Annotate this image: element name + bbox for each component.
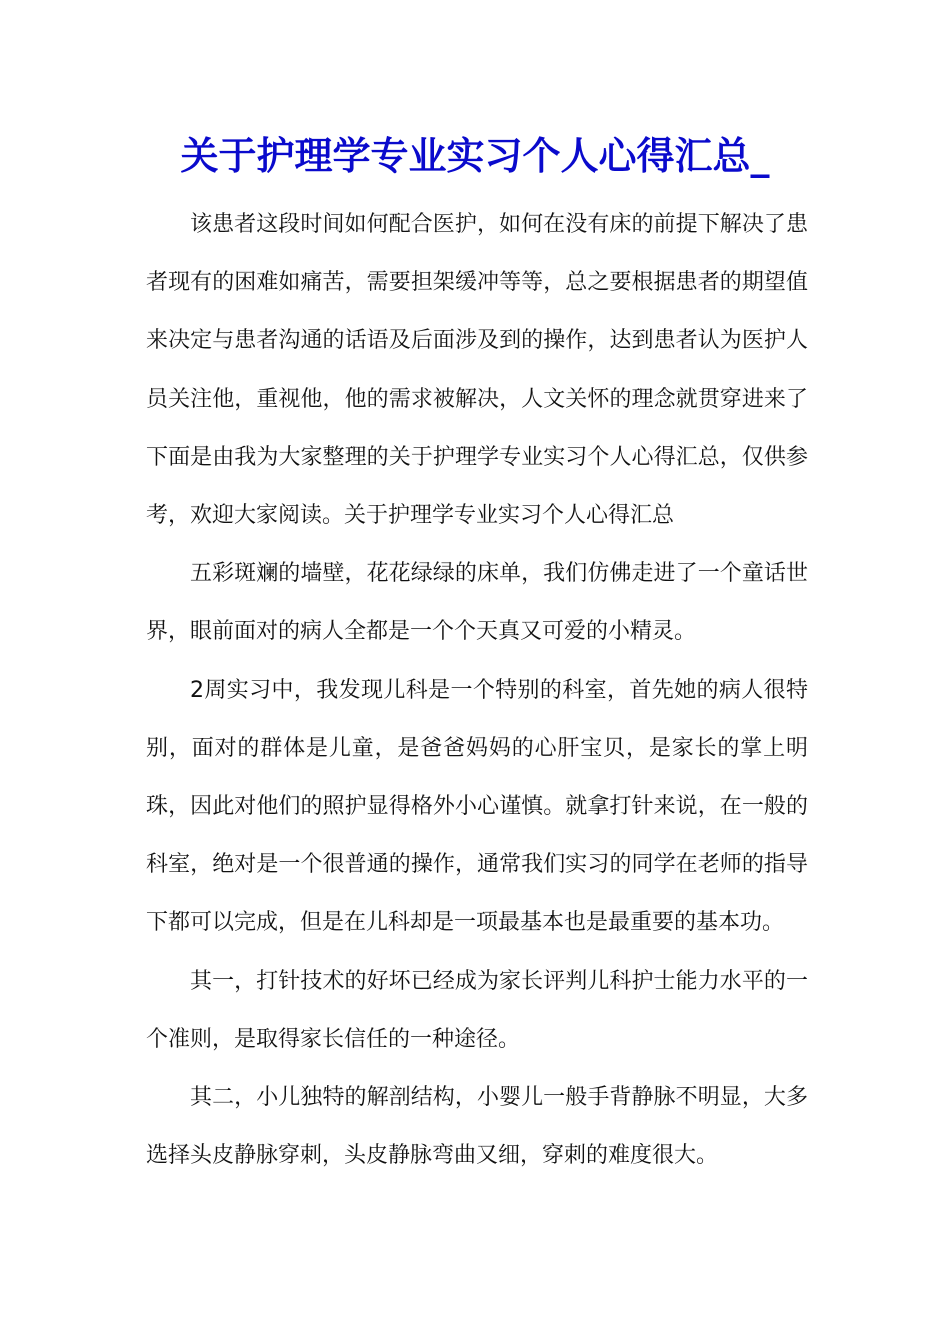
document-title: 关于护理学专业实习个人心得汇总_ [180,133,770,178]
document-body [146,196,808,1185]
paragraph-2: 五彩斑斓的墙壁，花花绿绿的床单，我们仿佛走进了一个童话世界，眼前面对的病人全都是一个个天真又可爱的小精灵。 [146,561,808,645]
paragraph-1: 该患者这段时间如何配合医护，如何在没有床的前提下解决了患者现有的困难如痛苦，需要担架缓冲等等，总之要根据患者的期望值来决定与患者沟通的话语及后面涉及到的操作，达到患者认为医护人员关注他，重视他，他的需求被解决，人文关怀的理念就贯穿进来了下面是由我为大家整理的关于护理学专业实习个人心得汇总，仅供参考，欢迎大家阅读。关于护理学专业实习个人心得汇总 [146,212,808,529]
paragraph-5: 其二，小儿独特的解剖结构，小婴儿一般手背静脉不明显，大多选择头皮静脉穿刺，头皮静脉弯曲又细，穿刺的难度很大。 [146,1085,808,1169]
paragraph-3: 2周实习中，我发现儿科是一个特别的科室，首先她的病人很特别，面对的群体是儿童，是爸爸妈妈的心肝宝贝，是家长的掌上明珠，因此对他们的照护显得格外小心谨慎。就拿打针来说，在一般的科室，绝对是一个很普通的操作，通常我们实习的同学在老师的指导下都可以完成，但是在儿科却是一项最基本也是最重要的基本功。 [146,677,808,936]
paragraph-4: 其一，打针技术的好坏已经成为家长评判儿科护士能力水平的一个准则，是取得家长信任的一种途径。 [146,968,808,1052]
